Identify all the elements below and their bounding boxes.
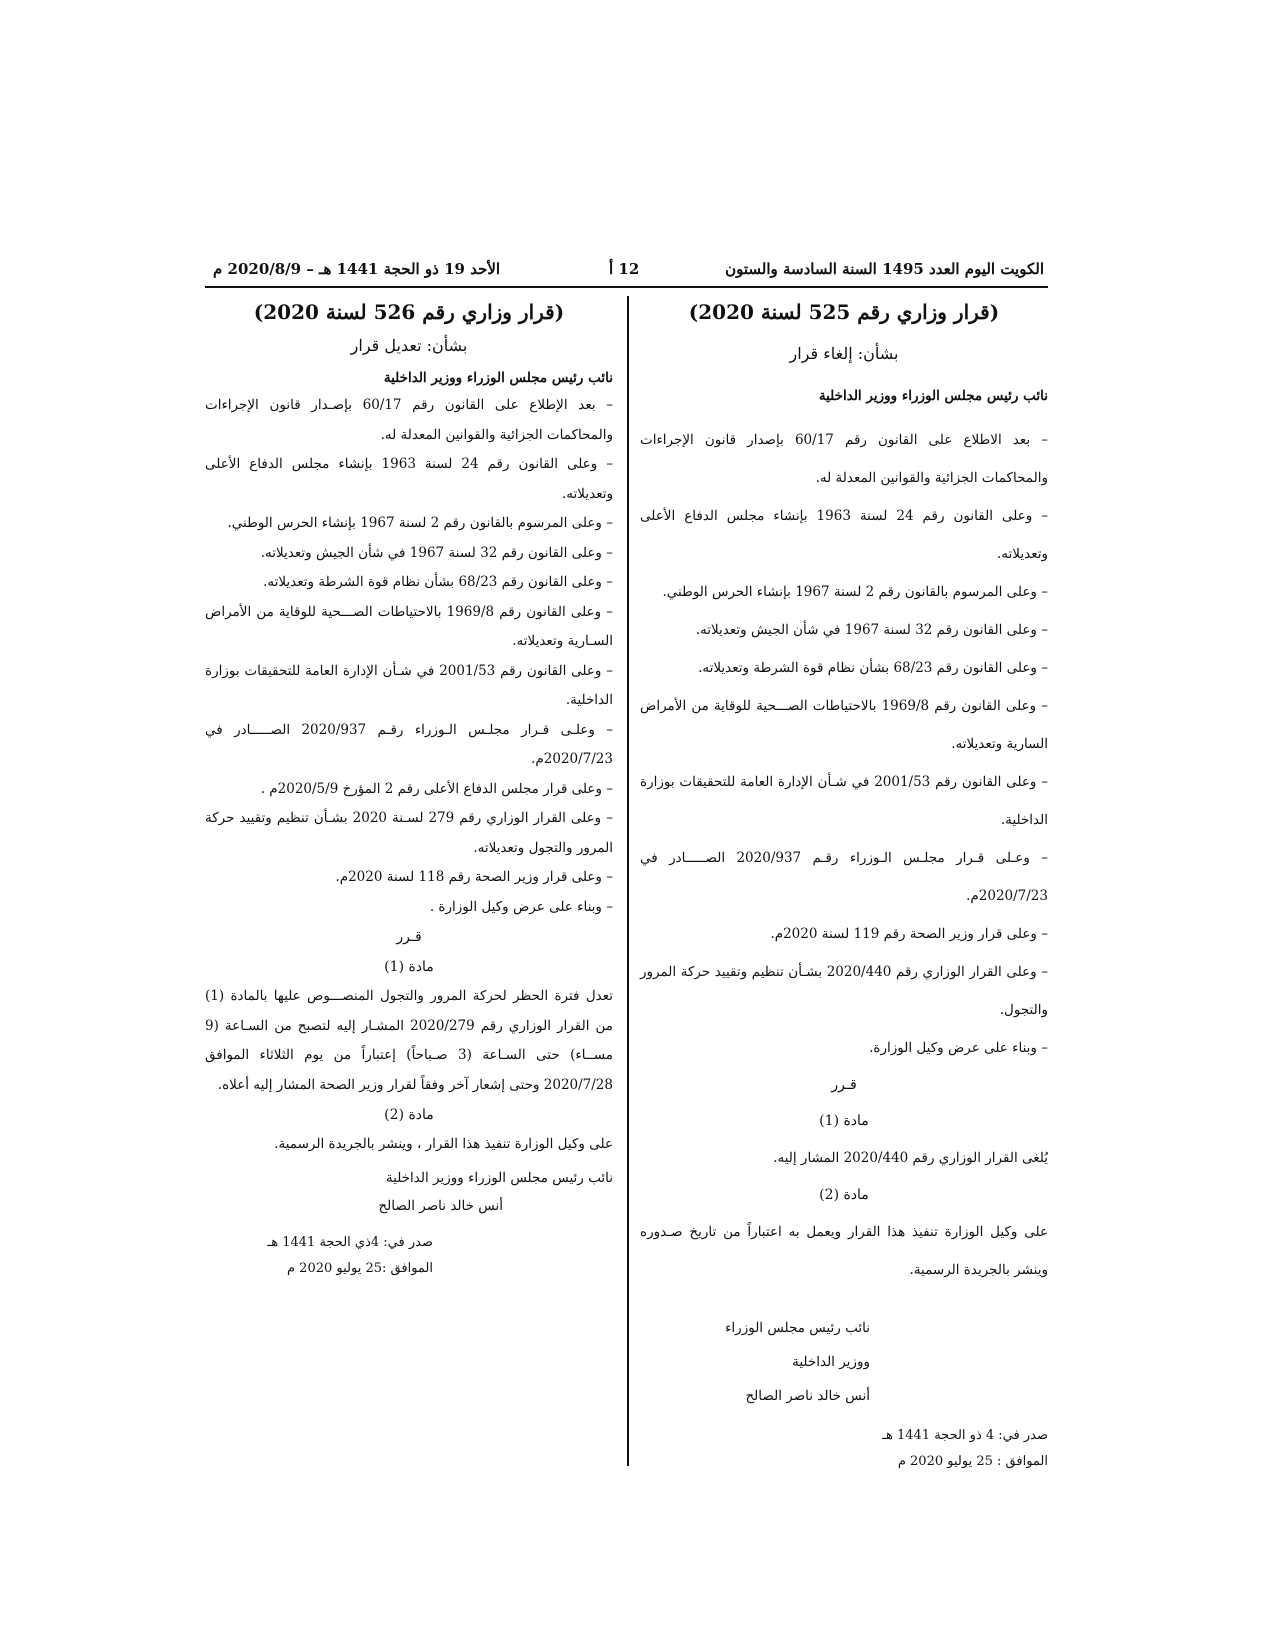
preamble-clause: – وعلى قرار وزير الصحة رقم 118 لسنة 2020م.: [335, 869, 613, 885]
issued-date: صدر في: 4ذي الحجة 1441 هـ: [267, 1234, 433, 1250]
preamble-clause: – بعد الإطلاع على القانون رقم 60/17 بإصـدار قانون الإجراءات والمحاكمات الجزائية والقوانين المعدلة له.: [205, 397, 613, 443]
header-date: الأحد 19 ذو الحجة 1441 هـ – 2020/8/9 م: [213, 260, 501, 278]
preamble-clause: – وبناء على عرض وكيل الوزارة.: [869, 1040, 1048, 1056]
article-1-text: تعدل فترة الحظر لحركة المرور والتجول المنصـــوص عليها بالمادة (1) من القرار الوزاري رقم 2020/279 المشـار إليه لتصبح من السـاعة (9 مســاء) حتى السـاعة (3 صـباحاً) إعتباراً من يوم الثلاثاء الموافق 2020/7/28 وحتى إشعار آخر وفقاً لقرار وزير الصحة المشار إليه أعلاه.: [205, 988, 613, 1093]
signature-line: نائب رئيس مجلس الوزراء: [725, 1320, 870, 1336]
preamble-clause: – وعلى قرار وزير الصحة رقم 119 لسنة 2020م.: [770, 926, 1048, 942]
signature-block: [640, 1311, 1048, 1413]
decision-526-issuer: نائب رئيس مجلس الوزراء ووزير الداخلية: [383, 370, 613, 386]
decision-526-column: [205, 296, 613, 1282]
preamble-clause: – وعلـى قـرار مجلـس الـوزراء رقـم 2020/937 الصـــــادر في 2020/7/23م.: [205, 721, 613, 767]
preamble-clause: – وعلى القانون رقم 2001/53 في شـأن الإدارة العامة للتحقيقات بوزارة الداخلية.: [205, 662, 614, 708]
preamble-clause: – وعلى القانون رقم 24 لسنة 1963 بإنشاء مجلس الدفاع الأعلى وتعديلاته.: [205, 456, 613, 502]
preamble-clause: – وعلى المرسوم بالقانون رقم 2 لسنة 1967 بإنشاء الحرس الوطني.: [662, 584, 1048, 600]
column-divider: [627, 296, 629, 1466]
decision-525-title: (قرار وزاري رقم 525 لسنة 2020): [688, 300, 1000, 324]
article-2-heading: مادة (2): [819, 1187, 869, 1203]
preamble-clause: – وعلى القانون رقم 32 لسنة 1967 في شأن الجيش وتعديلاته.: [695, 622, 1048, 638]
article-2-text: على وكيل الوزارة تنفيذ هذا القرار ، وينشر بالجريدة الرسمية.: [274, 1136, 613, 1152]
preamble-clause: – وعلى القانون رقم 32 لسنة 1967 في شأن الجيش وتعديلاته.: [260, 544, 613, 561]
article-1-heading: مادة (1): [384, 959, 434, 975]
preamble-clause: – وعلى المرسوم بالقانون رقم 2 لسنة 1967 بإنشاء الحرس الوطني.: [227, 515, 613, 531]
signatory-name: أنس خالد ناصر الصالح: [378, 1197, 503, 1214]
decision-526-subject: بشأن: تعديل قرار: [350, 336, 468, 355]
article-1-text: يُلغى القرار الوزاري رقم 2020/440 المشار إليه.: [773, 1150, 1048, 1166]
preamble-clause: – وعلى قرار مجلس الدفاع الأعلى رقم 2 المؤرخ 2020/5/9م .: [260, 780, 613, 797]
preamble-clause: – وعلى القانون رقم 2001/53 في شـأن الإدارة العامة للتحقيقات بوزارة الداخلية.: [640, 774, 1049, 828]
preamble-clause: – وعلى القانون رقم 68/23 بشأن نظام قوة الشرطة وتعديلاته.: [698, 660, 1048, 676]
article-1-heading: مادة (1): [819, 1113, 869, 1129]
issue-date-block: [205, 1230, 613, 1282]
decision-525-column: [640, 296, 1048, 1475]
article-2-heading: مادة (2): [384, 1107, 434, 1123]
preamble-clause: – بعد الاطلاع على القانون رقم 60/17 بإصدار قانون الإجراءات والمحاكمات الجزائية والقوانين المعدلة له.: [640, 432, 1048, 486]
preamble-clause: – وعلى القانون رقم 1969/8 بالاحتياطات الصـــحية للوقاية من الأمراض السـارية وتعديلاته.: [205, 603, 613, 649]
decided-heading: قـرر: [396, 929, 422, 945]
corresponding-date: الموافق : 25 يوليو 2020 م: [897, 1454, 1048, 1469]
article-2-text: على وكيل الوزارة تنفيذ هذا القرار ويعمل به اعتباراً من تاريخ صـدوره وينشر بالجريدة الرسمية.: [640, 1224, 1048, 1278]
signature-block: [205, 1164, 613, 1220]
preamble-clause: – وعلى القانون رقم 24 لسنة 1963 بإنشاء مجلس الدفاع الأعلى وتعديلاته.: [640, 508, 1048, 562]
signature-line: نائب رئيس مجلس الوزراء ووزير الداخلية: [385, 1169, 613, 1186]
preamble-clause: – وبناء على عرض وكيل الوزارة .: [429, 898, 613, 915]
corresponding-date: الموافق :25 يوليو 2020 م: [286, 1260, 433, 1276]
signatory-name: أنس خالد ناصر الصالح: [745, 1388, 870, 1404]
issued-date: صدر في: 4 ذو الحجة 1441 هـ: [882, 1428, 1048, 1443]
decided-heading: قـرر: [831, 1077, 857, 1093]
preamble-clause: – وعلى القانون رقم 1969/8 بالاحتياطات الصـــحية للوقاية من الأمراض السارية وتعديلاته.: [640, 698, 1048, 752]
decision-525-issuer: نائب رئيس مجلس الوزراء ووزير الداخلية: [818, 388, 1048, 404]
preamble-clause: – وعـلى قـرار مجلـس الـوزراء رقـم 2020/937 الصـــــادر في 2020/7/23م.: [640, 850, 1048, 904]
preamble-clause: – وعلى القانون رقم 68/23 بشأن نظام قوة الشرطة وتعديلاته.: [263, 574, 613, 590]
decision-526-title: (قرار وزاري رقم 526 لسنة 2020): [253, 300, 565, 324]
header-issue-info: الكويت اليوم العدد 1495 السنة السادسة والستون: [725, 260, 1044, 278]
preamble-clause: – وعلى القرار الوزاري رقم 2020/440 بشـأن تنظيم وتقييد حركة المرور والتجول.: [640, 964, 1048, 1018]
signature-line: ووزير الداخلية: [792, 1354, 870, 1370]
decision-525-subject: بشأن: إلغاء قرار: [789, 344, 899, 363]
header-page-number: 12 أ: [609, 260, 640, 278]
preamble-clause: – وعلى القرار الوزاري رقم 279 لسـنة 2020 بشـأن تنظيم وتقييد حركة المرور والتجول وتعديلاته.: [205, 810, 613, 856]
page-header: [205, 258, 1048, 288]
issue-date-block: [640, 1423, 1048, 1475]
